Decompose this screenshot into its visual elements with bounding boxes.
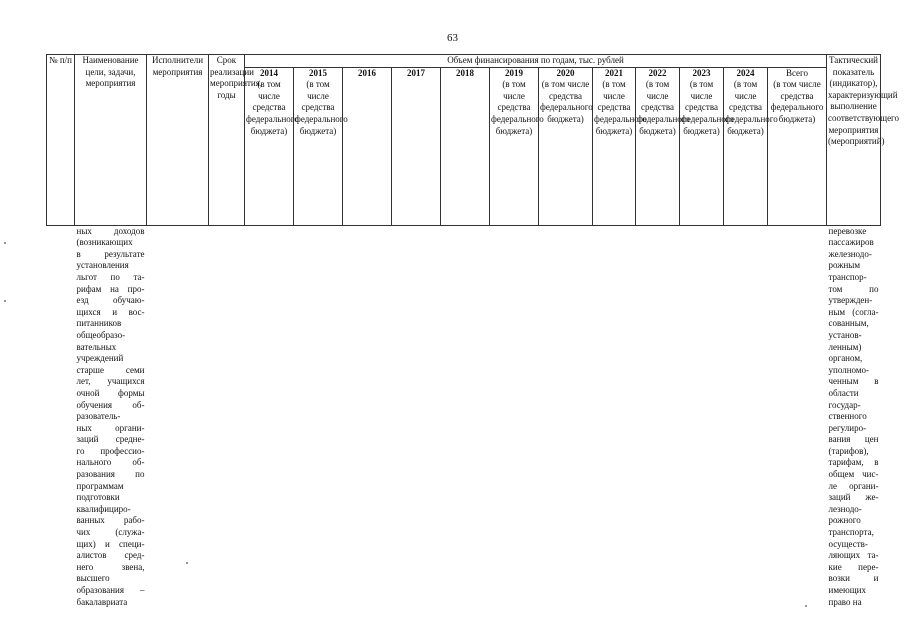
name-line: высшего bbox=[76, 573, 110, 584]
header-executors: Исполнители мероприятия bbox=[147, 55, 209, 226]
scan-speck bbox=[4, 300, 6, 302]
indicator-line: утвержден- bbox=[828, 295, 873, 306]
indicator-text bbox=[828, 225, 879, 607]
name-line: го профессио- bbox=[76, 445, 145, 456]
indicator-line: уполномо- bbox=[828, 364, 870, 375]
header-year-2019: 2019 (в том числе средства федерального бюджета) bbox=[490, 67, 539, 225]
scan-speck bbox=[4, 242, 6, 244]
name-line: чих (служа- bbox=[76, 527, 145, 538]
indicator-line: ченным в bbox=[828, 376, 879, 387]
indicator-line: рожным bbox=[828, 260, 861, 271]
indicator-line: осуществ- bbox=[828, 538, 868, 549]
name-line: езд обучаю- bbox=[76, 295, 145, 306]
indicator-line: пассажиров bbox=[828, 237, 874, 248]
name-line: учреждений bbox=[76, 353, 124, 364]
indicator-line: железнодо- bbox=[828, 248, 872, 259]
indicator-line: том по bbox=[828, 283, 879, 294]
scan-speck bbox=[805, 605, 807, 607]
header-year-2022: 2022 (в том числе средства федерального бюджета) bbox=[636, 67, 680, 225]
header-year-2015: 2015 (в том числе средства федерального бюджета) bbox=[294, 67, 343, 225]
name-line: вательных bbox=[76, 341, 117, 352]
name-line: обучения об- bbox=[76, 399, 145, 410]
name-line: в результате bbox=[76, 248, 145, 259]
name-line: программам bbox=[76, 480, 124, 491]
indicator-line: сованным, bbox=[828, 318, 869, 329]
name-line: нального об- bbox=[76, 457, 145, 468]
indicator-line: ленным) bbox=[828, 341, 862, 352]
name-line: щих) и специ- bbox=[76, 538, 145, 549]
name-line: подготовки bbox=[76, 492, 120, 503]
name-line: ных доходов bbox=[76, 225, 145, 236]
name-line: разования по bbox=[76, 469, 145, 480]
name-line: щихся и вос- bbox=[76, 306, 145, 317]
name-line: рифам на про- bbox=[76, 283, 145, 294]
header-term: Срок реализации мероприятия, годы bbox=[209, 55, 245, 226]
header-funding: Объем финансирования по годам, тыс. рублей bbox=[245, 55, 827, 68]
name-line: лет, учащихся bbox=[76, 376, 145, 387]
indicator-line: имеющих bbox=[828, 585, 866, 595]
name-line: старше семи bbox=[76, 364, 145, 375]
indicator-line: право на bbox=[828, 596, 862, 607]
scan-speck bbox=[186, 562, 188, 564]
header-year-2024: 2024 (в том числе средства федерального бюджета) bbox=[724, 67, 768, 225]
indicator-line: (тарифов), bbox=[828, 445, 869, 456]
indicator-line: тарифам, в bbox=[828, 457, 879, 468]
funding-table bbox=[46, 54, 900, 607]
header-num: № п/п bbox=[47, 55, 75, 226]
header-year-2014: 2014 (в том числе средства федерального бюджета) bbox=[245, 67, 294, 225]
name-line: общеобразо- bbox=[76, 329, 126, 340]
name-line: него звена, bbox=[76, 561, 145, 572]
name-line: разователь- bbox=[76, 411, 121, 422]
name-cell bbox=[75, 225, 147, 607]
header-year-2017: 2017 bbox=[392, 67, 441, 225]
header-total: Всего (в том числе средства федерального бюджета) bbox=[768, 67, 827, 225]
indicator-line: ственного bbox=[828, 411, 867, 422]
header-year-2018: 2018 bbox=[441, 67, 490, 225]
name-line: квалифициро- bbox=[76, 503, 131, 514]
indicator-line: органом, bbox=[828, 353, 863, 364]
header-year-2021: 2021 (в том числе средства федерального бюджета) bbox=[593, 67, 636, 225]
name-line: питанников bbox=[76, 318, 122, 329]
name-line: ванных рабо- bbox=[76, 515, 145, 526]
indicator-line: государ- bbox=[828, 399, 861, 410]
header-indicator: Тактический показатель (индикатор), характеризующий выполнение соответствующего мероприятия (мероприятий) bbox=[827, 55, 881, 226]
indicator-line: общем чис- bbox=[828, 469, 879, 480]
indicator-line: ляющих та- bbox=[828, 550, 879, 561]
name-line: бакалавриата bbox=[76, 596, 128, 607]
indicator-line: ным (согла- bbox=[828, 306, 879, 317]
name-line: алистов сред- bbox=[76, 550, 145, 561]
indicator-line: области bbox=[828, 387, 859, 398]
indicator-line: ле органи- bbox=[828, 480, 879, 491]
indicator-line: рожного bbox=[828, 515, 861, 526]
indicator-line: заций же- bbox=[828, 492, 879, 503]
name-line: заций средне- bbox=[76, 434, 145, 445]
indicator-line: транспорта, bbox=[828, 527, 874, 538]
name-line: образования – bbox=[76, 585, 145, 595]
name-line: льгот по та- bbox=[76, 271, 145, 282]
indicator-line: вания цен bbox=[828, 434, 879, 445]
indicator-line: регулиро- bbox=[828, 422, 867, 433]
name-text bbox=[76, 225, 145, 607]
name-line: (возникающих bbox=[76, 237, 133, 248]
name-line: ных органи- bbox=[76, 422, 145, 433]
indicator-line: возки и bbox=[828, 573, 879, 584]
indicator-line: перевозке bbox=[828, 225, 867, 236]
name-line: установления bbox=[76, 260, 129, 271]
page-number: 63 bbox=[447, 32, 458, 44]
indicator-line: транспор- bbox=[828, 271, 867, 282]
name-line: очной формы bbox=[76, 387, 145, 398]
indicator-line: кие пере- bbox=[828, 561, 879, 572]
header-year-2016: 2016 bbox=[343, 67, 392, 225]
header-year-2020: 2020 (в том числе средства федерального бюджета) bbox=[539, 67, 593, 225]
indicator-line: установ- bbox=[828, 329, 862, 340]
header-name: Наименование цели, задачи, мероприятия bbox=[75, 55, 147, 226]
indicator-line: лезнодо- bbox=[828, 503, 862, 514]
header-year-2023: 2023 (в том числе средства федерального бюджета) bbox=[680, 67, 724, 225]
indicator-cell bbox=[827, 225, 881, 607]
